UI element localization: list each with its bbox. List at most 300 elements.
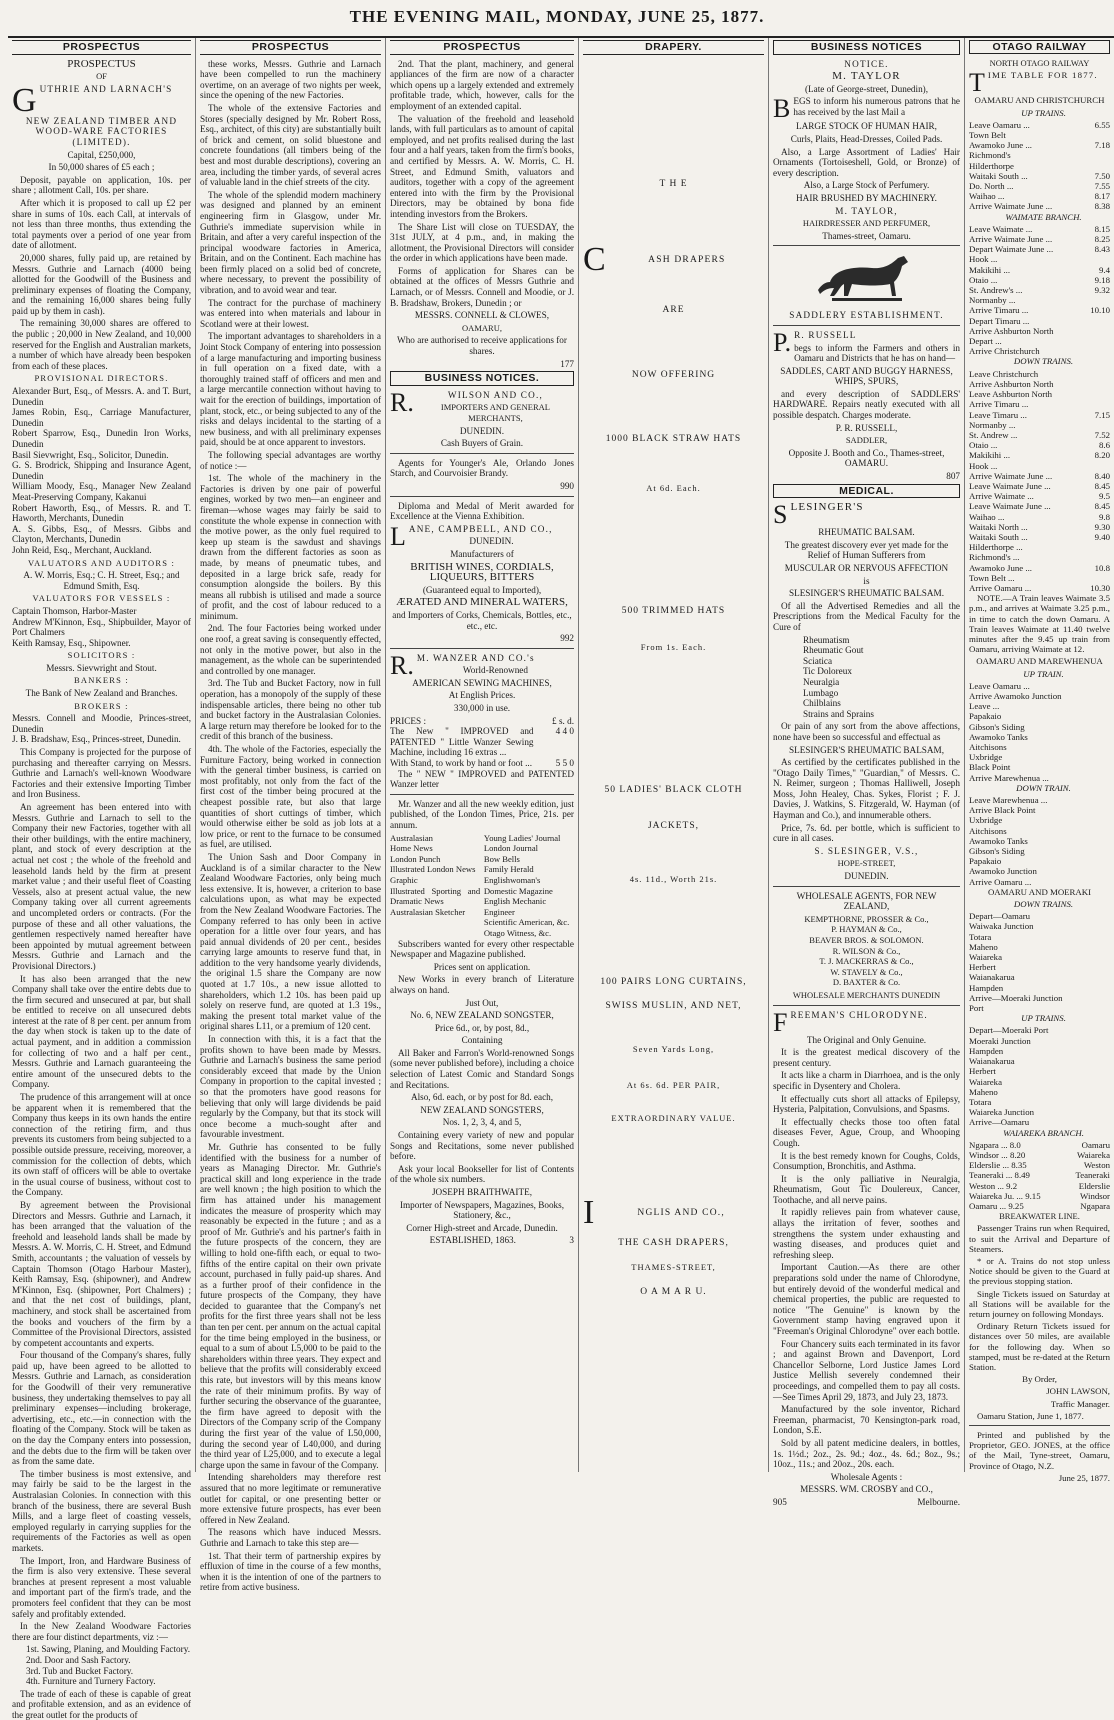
body-paragraph: The trade of each of these is capable of great and profitable extension, and as an evidence of the great outlet for the products of xyxy=(12,1688,191,1720)
column-railway: OTAGO RAILWAY NORTH OTAGO RAILWAY T IME TABLE FOR 1877. OAMARU AND CHRISTCHURCH UP TRAINS. Leave Oamaru ... 6.55 Town Belt Awamoko June ... 7.18 Richmond's Hilderthorpe Waitaki South ... 7.50 Do. North ... 7.55 Waihao ... 8.17 Arrive Waimate June ... 8.38 WAIMATE BRANCH. Leave Waimate ... 8.15 Arrive Waimate June ... 8.25 Depart Waimate June ... 8.43 Hook ... Makikihi ... 9.4 Otaio ... 9.18 St. Andrew's ... 9.32 Normanby ... Arrive Timaru ... 10.10 Depart Timaru ... Arrive Ashburton North Depart ... Arrive Christchurch DOWN TRAINS. Leave Christchurch Arrive Ashburton North Leave Ashburton North Arrive Timaru ... Leave Timaru ... 7.15 Normanby ... St. Andrew ... 7.52 Otaio ... 8.6 Makikihi ... 8.20 Hook ... Arrive Waimate June ... 8.40 Leave Waimate June ... 8.45 Arrive Waimate ... 9.5 Leave Waimate June ... 8.45 Waihao ... 9.8 Waitaki North ... 9.30 Waitaki South ... 9.40 Hilderthorpe ... Richmond's ... Awamoko June ... 10.8 Town Belt ... Arrive Oamaru ... 10.30 NOTE.—A Train leaves Waimate 3.5 p.m., and arrives at Waimate 3.25 p.m., in time to catch the down Oamaru. A Train leaves Waimate at 11.40 twelve minutes after the 9.45 up train from Oamaru, arriving Waimate at 12. OAMARU AND MAREWHENUA UP TRAIN. Leave Oamaru ... Arrive Awamoko Junction Leave ... Papakaio Gibson's Siding Awamoko Tanks Aitchisons Uxbridge Black Point Arrive Marewhenua ... DOWN TRAIN. Leave Marewhenua ... Arrive Black Point Uxbridge Aitchisons Awamoko Tanks Gibson's Siding Papakaio Awamoko Junction Arrive Oamaru ... OAMARU AND MOERAKI DOWN TRAINS. Depart—Oamaru Waiwaka Junction Totara Maheno Waiareka Herbert Waianakarua Hampden Arrive—Moeraki Junction Port UP TRAINS. Depart—Moeraki Port Moeraki Junction Hampden Waianakarua Herbert Waiareka Maheno Totara Waiareka Junction Arrive—Oamaru WAIAREKA BRANCH. Ngapara ... 8.0 Oamaru Windsor ... 8.20 Waiareka Elderslie ... 8.35 Weston Teaneraki ... 8.49 Teaneraki Weston ... 9.2 Elderslie Waiareka Ju. ... 9.15 Windsor Oamaru ... 9.25 Ngapara BREAKWATER LINE. Passenger Trains run when Required, to suit the Arrival and Departure of Steamers. * or A. Trains do not stop unless Notice should be given to the Guard at the previous stopping station. Single Tickets issued on Saturday at all Stations will be available for the return journey on following Mondays. Ordinary Return Tickets issued for distances over 50 miles, are available for the following day. When so stamped, must be re-dated at the Return Station. By Order, JOHN LAWSON, Traffic Manager. Oamaru Station, June 1, 1877. Printed and published by the Proprietor, GEO. JONES, at the office of the Mail, Tyne-street, Oamaru, Province of Otago, N.Z. June 25, 1877. xyxy=(969,41,1110,1483)
timetable-row xyxy=(969,815,1110,825)
timetable-marewhenua-up xyxy=(969,681,1110,783)
station-name: Arrive Marewhenua ... xyxy=(969,772,1049,783)
timetable-row xyxy=(969,461,1110,471)
wanzer-ad: R. M. WANZER AND CO.'s World-Renowned AMERICAN SEWING MACHINES, At English Prices. 330,000 in use. PRICES : £ s. d. The New " IMPROVED and PATENTED " Little Wanzer Sewing Machine, including 16 extras ... 4 4 0 With Stand, to work by hand or foot ... 5 5 0 The " NEW " IMPROVED and PATENTED Wanzer letter xyxy=(390,650,574,790)
station-name: Waiareka Ju. ... 9.15 xyxy=(969,1190,1041,1201)
drop-cap-l: L xyxy=(390,521,406,551)
timetable-row xyxy=(969,130,1110,140)
timetable-row xyxy=(969,420,1110,430)
capital: Capital, £250,000, xyxy=(67,149,136,160)
body-paragraph: The important advantages to shareholders in a Joint Stock Company of entering into possession of a large manufacturing and importing business in full operation on a fixed date, with a thoroughly trained staff of officers and men and a large mercantile connection without having to wait for the erection of buildings, importation of plant, stock, etc., or being subjected to any of the risks and delays incidental to the starting of a new business, and with all preliminary expenses paid, should be at once apparent to investors. xyxy=(200,331,381,448)
divider xyxy=(773,245,960,246)
station-time: 9.18 xyxy=(1094,274,1110,285)
timetable-row xyxy=(969,1117,1110,1127)
timetable-row xyxy=(969,254,1110,264)
body-paragraph: The Import, Iron, and Hardware Business of the firm is also very extensive. These several branches at present represent a most valuable and important part of the firm's trade, and the promoters feel confident that they can be most safely and profitably extended. xyxy=(12,1555,191,1619)
station-name: Hook ... xyxy=(969,460,998,471)
timetable-row xyxy=(969,501,1110,511)
wilson-ad: R. WILSON AND CO., IMPORTERS AND GENERAL MERCHANTS, DUNEDIN. Cash Buyers of Grain. Agents for Younger's Ale, Orlando Jones Starch, and Courvoisier Brandy. 990 xyxy=(390,387,574,491)
ad-number: 177 xyxy=(560,358,574,369)
station-name: Waiareka xyxy=(969,952,1002,963)
timetable-row xyxy=(969,389,1110,399)
timetable-row xyxy=(969,921,1110,931)
station-name: Aitchisons xyxy=(969,825,1007,836)
station-name: Waiareka xyxy=(969,1076,1002,1087)
station-time: 7.15 xyxy=(1094,409,1110,420)
station-name: Arrive Timaru ... xyxy=(969,399,1029,410)
timetable-row xyxy=(969,171,1110,181)
station-name: Waiareka Junction xyxy=(969,1107,1034,1118)
timetable-row xyxy=(969,399,1110,409)
station-name: Arrive Oamaru ... xyxy=(969,876,1032,887)
station-time: 8.45 xyxy=(1094,501,1110,512)
timetable-row xyxy=(969,856,1110,866)
company-subtitle: NEW ZEALAND TIMBER AND WOOD-WARE FACTORIES (LIMITED). xyxy=(25,115,178,147)
timetable-row xyxy=(969,932,1110,942)
body-paragraph: The reasons which have induced Messrs. Guthrie and Larnach to take this step are— xyxy=(200,1527,381,1548)
body-paragraph: An agreement has been entered into with Messrs. Guthrie and Larnach to sell to the Company their new Factories, together with all their other buildings, with the entire machinery, plant, and stock of every description at the actual net cost ; the whole of the freehold and leasehold lands held by the firm at present market value ; and their useful fleet of Coasting Vessels, also at present actual value, the new Company taking over all current agreements and uncompleted orders or contracts. (For the purpose of these and all other valuations, the gentlemen respectively named hereafter have been appointed by mutual agreement between Messrs. Guthrie and Larnach and the Provisional Directors.) xyxy=(12,802,191,971)
horse-illustration xyxy=(812,252,922,304)
station-name: Leave Waimate ... xyxy=(969,223,1033,234)
station-time: 7.50 xyxy=(1094,170,1110,181)
station-time: 9.5 xyxy=(1099,491,1110,502)
straw-hats: 1000 BLACK STRAW HATS xyxy=(605,434,742,445)
station-name: Leave Oamaru ... xyxy=(969,680,1030,691)
drop-cap-c: C xyxy=(583,241,607,279)
column-prospectus-2 xyxy=(196,38,386,1593)
timetable-row xyxy=(969,583,1110,593)
column-header: PROSPECTUS xyxy=(200,40,381,55)
station-time: Teaneraki xyxy=(1075,1170,1110,1181)
divider xyxy=(969,1425,1110,1426)
station-name: St. Andrew ... xyxy=(969,429,1018,440)
station-name: Herbert xyxy=(969,1066,996,1077)
timetable-row xyxy=(969,191,1110,201)
papers-intro: Mr. Wanzer and all the new weekly edition, just published, of the London Times, Price, 21s. per annum. xyxy=(390,798,574,830)
ailments-list: Rheumatism Rheumatic Gout Sciatica Tic Doloreux Neuralgia Lumbago Chilblains Strains and Sprains xyxy=(803,634,874,719)
deposit-text: Deposit, payable on application, 10s. per share ; allotment Call, 10s. per share. xyxy=(12,174,191,196)
timetable-down-trains xyxy=(969,369,1110,481)
timetable-row xyxy=(969,201,1110,211)
station-name: Moeraki Junction xyxy=(969,1035,1031,1046)
timetable-row xyxy=(969,285,1110,295)
timetable-row xyxy=(969,552,1110,562)
wholesale-list: KEMPTHORNE, PROSSER & Co., P. HAYMAN & Co., BEAVER BROS. & SOLOMON. R. WILSON & Co., T. J. MACKERRAS & Co., W. STAVELY & Co., D. BAXTER & Co. xyxy=(804,913,929,988)
station-name: Awamoko Junction xyxy=(969,866,1037,877)
divider xyxy=(390,648,574,649)
timetable-row xyxy=(969,491,1110,501)
timetable-row xyxy=(969,410,1110,420)
timetable-row xyxy=(969,244,1110,254)
station-time: 7.18 xyxy=(1094,140,1110,151)
timetable-row xyxy=(969,440,1110,450)
timetable-row xyxy=(969,1170,1110,1180)
column-prospectus-3: PROSPECTUS 2nd. That the plant, machinery, and general appliances of the firm are now of a character which opens up a largely extended and extremely profitable trade, which, however, calls for the employment of an extended capital. The valuation of the freehold and leasehold lands, with full particulars as to amount of capital employed, and net profits realised during the last four and a half years, taken from the firm's books, and certified by Messrs. A. W. Morris, C. H. Street, and Edmund Smith, valuators and auditors, together with a copy of the agreement entered into with the firm by the Provisional Directors, may be obtained by bona fide intending investors from the Brokers. The Share List will close on TUESDAY, the 31st JULY, at 4 p.m., and, in making the allotment, the Provisional Directors will consider the order in which applications have been made. Forms of application for Shares can be obtained at the offices of Messrs Guthrie and Larnach, or of Messrs. Connell and Moodie, or J. B. Bradshaw, Brokers, Dunedin ; or MESSRS. CONNELL & CLOWES, OAMARU, Who are authorised to receive applications for shares. 177 BUSINESS NOTICES. R. WILSON AND CO., IMPORTERS AND GENERAL MERCHANTS, DUNEDIN. Cash Buyers of Grain. Agents for Younger's Ale, Orlando Jones Starch, and Courvoisier Brandy. 990 Diploma and Medal of Merit awarded for Excellence at the Vienna Exhibition. L ANE, CAMPBELL, AND CO., DUNEDIN. Manufacturers of BRITISH WINES, CORDIALS, LIQUEURS, BITTERS (Guaranteed equal to Imported), ÆRATED AND MINERAL WATERS, and Importers of Corks, Chemicals, Bottles, etc., etc., etc. 992 R. M. WANZER AND CO.'s World-Renowned AMERICAN SEWING MACHINES, At English Prices. 330,000 in use. PRICES : £ s. d. The New " IMPROVED and PATENTED " Little Wanzer Sewing Machine, including 16 extras ... 4 4 0 With Stand, to work by hand or foot ... 5 5 0 The " NEW " IMPROVED and PATENTED Wanzer letter Mr. Wanzer and all the new weekly edition, just published, of the London Times, Price, 21s. per annum. Australasian Home News London Punch Illustrated London News Graphic Illustrated Sporting and Dramatic News Australasian Sketcher Young Ladies' Journal London Journal Bow Bells Family Herald Englishwoman's Domestic Magazine English Mechanic Engineer Scientific American, &c. Otago Witness, &c. Subscribers wanted for every other respectable Newspaper and Magazine published. Prices sent on application. New Works in every branch of Literature always on hand. Just Out, No. 6, NEW ZEALAND SONGSTER, Price 6d., or, by post, 8d., Containing All Baker and Farron's World-renowned Songs (some never published before), including a choice selection of Latest Comic and Standard Songs and Recitations. Also, 6d. each, or by post for 8d. each, NEW ZEALAND SONGSTERS, Nos. 1, 2, 3, 4, and 5, Containing every variety of new and popular Songs and Recitations, some never published before. Ask your local Bookseller for list of Contents of the whole six numbers. JOSEPH BRAITHWAITE, Importer of Newspapers, Magazines, Books, Stationery, &c., Corner High-street and Arcade, Dunedin. ESTABLISHED, 1863. 3 xyxy=(386,38,579,1472)
body-paragraph: The prudence of this arrangement will at once be apparent when it is remembered that the Company thus keeps in its own hands the entire connection of the retiring firm, and thus prevents its customers from being subjected to a possible outside pressure, receiving, moreover, a commission for the collection of debts, which its own staff of officers will be able to overtake in the usual course of business, without cost to the Company. xyxy=(12,1092,191,1198)
station-name: Waianakarua xyxy=(969,1056,1015,1067)
body-paragraph: Intending shareholders may therefore rest assured that no more legitimate or remunerative outlet for capital, or one presenting better or more extensive future prospects, has ever been offered in New Zealand. xyxy=(200,1472,381,1525)
station-time: 9.4 xyxy=(1099,264,1110,275)
station-time: 8.15 xyxy=(1094,223,1110,234)
station-time: 8.38 xyxy=(1094,201,1110,212)
prospectus-of: OF xyxy=(96,71,107,82)
station-name: Leave Waimate June ... xyxy=(969,480,1051,491)
station-name: Weston ... 9.2 xyxy=(969,1180,1018,1191)
papers-list: Australasian Home News London Punch Illustrated London News Graphic Illustrated Sporting and Dramatic News Australasian Sketcher Young Ladies' Journal London Journal Bow Bells Family Herald Englishwoman's Domestic Magazine English Mechanic Engineer Scientific American, &c. Otago Witness, &c. xyxy=(390,832,570,938)
timetable-row xyxy=(969,542,1110,552)
station-name: Arrive Waimate June ... xyxy=(969,201,1053,212)
shares: In 50,000 shares of £5 each ; xyxy=(48,162,155,173)
station-name: Uxbridge xyxy=(969,752,1003,763)
timetable-moeraki-down xyxy=(969,911,1110,1013)
station-name: Hilderthorpe ... xyxy=(969,542,1023,553)
station-name: Leave Timaru ... xyxy=(969,409,1027,420)
directors-heading: PROVISIONAL DIRECTORS. xyxy=(34,373,169,384)
timetable-row xyxy=(969,983,1110,993)
drop-cap-g: G xyxy=(12,81,37,119)
timetable-row xyxy=(969,522,1110,532)
station-name: Hampden xyxy=(969,1045,1004,1056)
bankers: The Bank of New Zealand and Branches. xyxy=(25,688,178,699)
station-name: Richmond's xyxy=(969,150,1011,161)
bankers-heading: BANKERS : xyxy=(74,675,129,686)
timetable-row xyxy=(969,316,1110,326)
station-name: Arrive Waimate ... xyxy=(969,491,1034,502)
column-header: OTAGO RAILWAY xyxy=(969,40,1110,54)
station-name: Leave Christchurch xyxy=(969,368,1039,379)
timetable-row xyxy=(969,295,1110,305)
brokers-name: MESSRS. CONNELL & CLOWES, xyxy=(414,310,550,321)
timetable-row xyxy=(969,722,1110,732)
station-name: Waianakarua xyxy=(969,972,1015,983)
brokers: Messrs. Connell and Moodie, Princes-street, Dunedin J. B. Bradshaw, Esq., Princes-street, Dunedin. xyxy=(12,713,191,745)
timetable-row xyxy=(969,1003,1110,1013)
timetable-row xyxy=(969,346,1110,356)
timetable-row xyxy=(969,265,1110,275)
station-name: Gibson's Siding xyxy=(969,721,1025,732)
timetable-row xyxy=(969,234,1110,244)
divider xyxy=(773,325,960,326)
station-name: Otaio ... xyxy=(969,440,998,451)
body-paragraph: The whole of the extensive Factories and Stores (specially designed by Mr. Robert Ross, Esq., architect, of this city) are substantially built of brick and cement, on solid bluestone and concrete foundations (all timbers being of the best and most durable descriptions), covering an area, including the timber yards, of several acres of valuable land in the chief streets of the city. xyxy=(200,102,381,188)
timetable-row xyxy=(969,369,1110,379)
timetable-marewhenua-down xyxy=(969,795,1110,887)
vessels-list: Captain Thomson, Harbor-Master Andrew M'Kinnon, Esq., Shipbuilder, Mayor of Port Chalmers Keith Ramsay, Esq., Shipowner. xyxy=(12,605,191,648)
timetable-row xyxy=(969,972,1110,982)
drop-cap-s: S xyxy=(773,500,788,530)
station-name: Uxbridge xyxy=(969,815,1003,826)
station-name: Waitaki South ... xyxy=(969,531,1028,542)
station-name: Arrive—Moeraki Junction xyxy=(969,992,1063,1003)
station-name: Town Belt xyxy=(969,130,1006,141)
timetable-row xyxy=(969,732,1110,742)
timetable-row xyxy=(969,161,1110,171)
company-name: G UTHRIE AND LARNACH'S xyxy=(12,81,173,119)
station-name: Depart Timaru ... xyxy=(969,315,1030,326)
timetable-waiareka-branch xyxy=(969,1140,1110,1211)
medical-header: MEDICAL. xyxy=(773,484,960,499)
timetable-row xyxy=(969,224,1110,234)
drop-cap-r: R. xyxy=(390,387,414,417)
station-name: Waitaki South ... xyxy=(969,170,1028,181)
timetable-row xyxy=(969,1160,1110,1170)
station-name: Teaneraki ... 8.49 xyxy=(969,1170,1030,1181)
station-name: Ngapara ... 8.0 xyxy=(969,1139,1021,1150)
column-header: PROSPECTUS xyxy=(12,40,191,55)
timetable-row xyxy=(969,1087,1110,1097)
timetable-row xyxy=(969,573,1110,583)
station-name: Waitaki North ... xyxy=(969,521,1028,532)
timetable-row xyxy=(969,1191,1110,1201)
timetable-row xyxy=(969,762,1110,772)
vessels-heading: VALUATORS FOR VESSELS : xyxy=(32,593,171,604)
timetable-row xyxy=(969,1201,1110,1211)
station-time: 6.55 xyxy=(1094,119,1110,130)
timetable-row xyxy=(969,1181,1110,1191)
timetable-row xyxy=(969,305,1110,315)
station-name: Depart—Oamaru xyxy=(969,911,1031,922)
timetable-row xyxy=(969,1107,1110,1117)
timetable-row xyxy=(969,795,1110,805)
timetable-row xyxy=(969,532,1110,542)
station-name: Black Point xyxy=(969,762,1011,773)
timetable-row xyxy=(969,752,1110,762)
station-name: Arrive Waimate June ... xyxy=(969,234,1053,245)
timetable-christchurch xyxy=(969,316,1110,357)
station-name: Leave Waimate June ... xyxy=(969,501,1051,512)
station-name: Otaio ... xyxy=(969,274,998,285)
timetable-row xyxy=(969,1097,1110,1107)
station-name: Totara xyxy=(969,1096,992,1107)
timetable-row xyxy=(969,336,1110,346)
column-business-notices: BUSINESS NOTICES NOTICE. M. TAYLOR (Late of George-street, Dunedin), B EGS to inform his numerous patrons that he has received by the last Mail a LARGE STOCK OF HUMAN HAIR, Curls, Plaits, Head-Dresses, Coiled Pads. Also, a Large Assortment of Ladies' Hair Ornaments (Tortoiseshell, Gold, or Bronze) of every description. Also, a Large Stock of Perfumery. HAIR BRUSHED BY MACHINERY. M. TAYLOR, HAIRDRESSER AND PERFUMER, Thames-street, Oamaru. SADDLERY ESTABLISHMENT. P. R. RUSSELL begs to inform the Farmers and others in Oamaru and Districts that he has on hand— SADDLES, CART AND BUGGY HARNESS, WHIPS, SPURS, and every description of SADDLERS' HARDWARE. Repairs neatly executed with all possible despatch. Charges moderate. P. R. RUSSELL, SADDLER, Opposite J. Booth and Co., Thames-street, OAMARU. 807 MEDICAL. S LESINGER'S RHEUMATIC BALSAM. The greatest discovery ever yet made for the Relief of Human Sufferers from MUSCULAR OR NERVOUS AFFECTION is SLESINGER'S RHEUMATIC BALSAM. Of all the Advertised Remedies and all the Prescriptions from the Medical Faculty for the Cure of Rheumatism Rheumatic Gout Sciatica Tic Doloreux Neuralgia Lumbago Chilblains Strains and Sprains Or pain of any sort from the above affections, none have been so successful and effectual as SLESINGER'S RHEUMATIC BALSAM, As certified by the certificates published in the "Otago Daily Times," "Guardian," of Messrs. C. N. Reimer, surgeon ; Thomas Halliwell, Joseph Moss, John Healey, Chas. Sykes, Florist ; F. J. Davies, J. Watkins, S. Fitzgerald, W. Hayman (of Hayman and Co.), and innumerable others. Price, 7s. 6d. per bottle, which is sufficient to cure in all cases. S. SLESINGER, V.S., HOPE-STREET, DUNEDIN. WHOLESALE AGENTS, FOR NEW ZEALAND, KEMPTHORNE, PROSSER & Co., P. HAYMAN & Co., BEAVER BROS. & SOLOMON. R. WILSON & Co., T. J. MACKERRAS & Co., W. STAVELY & Co., D. BAXTER & Co. WHOLESALE MERCHANTS DUNEDIN F REEMAN'S CHLORODYNE. The Original and Only Genuine. It is the greatest medical discovery of the present century. It acts like a charm in Diarrhoea, and is the only specific in Dysentery and Cholera. It effectually cuts short all attacks of Epilepsy, Hysteria, Palpitation, Convulsions, and Spasms. It effectually checks those too often fatal diseases Fever, Ague, Croup, and Whooping Cough. It is the best remedy known for Coughs, Colds, Consumption, Bronchitis, and Asthma. It is the only palliative in Neuralgia, Rheumatism, Gout Tic Doulereux, Cancer, Toothache, and all nerve pains. It rapidly relieves pain from whatever cause, allays the irritation of fever, soothes and strengthens the system under exhausting and wasting diseases, and produces quiet and refreshing sleep. Important Caution.—As there are other preparations sold under the name of Chlorodyne, but entirely devoid of the wonderful medical and chemical properties, the public are requested to notice "The Genuine" is known by the Government stamp having engraved upon it "Freeman's Original Chlorodyne" over each bottle. Four Chancery suits each terminated in its favor ; and against Brown and Davenport, Lord Chancellor Selborne, Lord Justice James Lord Justice Mellish severely condemned their proceedings, and compelled them to pay all costs.—See Times April 29, 1873, and July 23, 1873. Manufactured by the sole inventor, Richard Freeman, pharmacist, 70 Kensington-park road, London, S.E. Sold by all patent medicine dealers, in bottles, 1s. 1½d.; 2oz., 2s. 9d.; 4oz., 4s. 6d.; 8oz., 9s.; 10oz., 11s.; and 20oz., 20s. each. Wholesale Agents : MESSRS. WM. CROSBY and CO., 905 Melbourne. xyxy=(769,38,965,1472)
station-name: Arrive Ashburton North xyxy=(969,378,1054,389)
solicitors-heading: SOLICITORS : xyxy=(67,650,136,661)
body-paragraph: 3rd. The Tub and Bucket Factory, now in full operation, has a monopoly of the supply of these indispensable articles, there being no other tub and bucket factory in the Australasian Colonies. A large return may therefore be looked for to the credit of this branch of the business. xyxy=(200,678,381,742)
station-time: 10.8 xyxy=(1094,562,1110,573)
taylor-name: M. TAYLOR xyxy=(832,70,901,83)
station-name: Depart—Moeraki Port xyxy=(969,1025,1049,1036)
solicitors: Messrs. Sievwright and Stout. xyxy=(46,662,157,673)
station-name: Maheno xyxy=(969,1086,998,1097)
timetable-up-trains xyxy=(969,120,1110,212)
timetable-row xyxy=(969,942,1110,952)
timetable-row xyxy=(969,150,1110,160)
timetable-row xyxy=(969,1150,1110,1160)
body-paragraph: 2nd. That the plant, machinery, and general appliances of the firm are now of a character which opens up a largely extended and extremely profitable trade, which, however, calls for the employment of an extended capital. xyxy=(390,58,574,111)
imprint: Printed and published by the Proprietor, GEO. JONES, at the office of the Mail, Tyne-street, Oamaru, Province of Otago, N.Z. xyxy=(969,1430,1110,1471)
station-time: 9.30 xyxy=(1094,521,1110,532)
station-name: Hook ... xyxy=(969,254,998,265)
body-paragraph: In the New Zealand Woodware Factories there are four distinct departments, viz :— xyxy=(12,1621,191,1642)
drop-cap-p: P. xyxy=(773,327,792,357)
station-name: Port xyxy=(969,1003,984,1014)
body-paragraph: these works, Messrs. Guthrie and Larnach have been compelled to run the machinery overtime, on an average of two nights per week, since the opening of the new Factories. xyxy=(200,58,381,101)
station-name: Waiwaka Junction xyxy=(969,921,1034,932)
station-name: Arrive Oamaru ... xyxy=(969,582,1032,593)
masthead: THE EVENING MAIL, MONDAY, JUNE 25, 1877. xyxy=(349,7,765,26)
station-name: Arrive Awamoko Junction xyxy=(969,690,1062,701)
station-name: Makikihi ... xyxy=(969,450,1011,461)
diploma-text: Diploma and Medal of Merit awarded for Excellence at the Vienna Exhibition. xyxy=(390,500,574,522)
brokers-note: Who are authorised to receive applications for shares. xyxy=(397,335,567,357)
station-time: 9.40 xyxy=(1094,531,1110,542)
body-paragraph: Mr. Guthrie has consented to be fully identified with the business for a number of years as Managing Director. Mr. Guthrie's practical skill and long experience in the trade are well known ; the high position to which the firm has attained under his management indicates the measure of prosperity which may reasonably be expected in the future ; and as a proof of Mr. Guthrie's and his partner's faith in the future prospects of the concern, they are willing to hold one-fifth each, or equal to two-fifths of the entire capital on their own private account, purchased in fully paid-up shares. And as a further proof of their confidence in the future prospects of the Company, they have decided to guarantee that the Company's net profits for the first three years shall not be less than ten per cent. per annum on the actual capital for the time being employed in the business, or equal to a sum of about L5,000 to be paid to the shareholders within three years. They expect and believe that the profits will considerably exceed this rate, but investors will by this means know the rate of their minimum profits. By way of further securing the observance of the guarantee, the firm have agreed to deposit with the Directors of the Company scrip of the Company during the first year of the value of L50,000, during the second year of L40,000, and during the third year of L25,000, and to execute a legal charge upon the same in favour of the Company. xyxy=(200,1141,381,1470)
timetable-row xyxy=(969,711,1110,721)
station-name: Hampden xyxy=(969,982,1004,993)
timetable-moeraki-up xyxy=(969,1025,1110,1127)
timetable-row xyxy=(969,1046,1110,1056)
divider xyxy=(390,794,574,795)
timetable-row xyxy=(969,275,1110,285)
station-time: Ngapara xyxy=(1080,1200,1110,1211)
remaining-text: The remaining 30,000 shares are offered to the public ; 20,000 in New Zealand, and 10,000 reserved for the English and Australian markets, a number of which have already been bespoken from each of these places. xyxy=(12,318,191,371)
station-time: 8.25 xyxy=(1094,234,1110,245)
drop-cap-b: B xyxy=(773,94,791,124)
business-notices-header: BUSINESS NOTICES. xyxy=(390,371,574,386)
station-name: Leave Oamaru ... xyxy=(969,119,1030,130)
timetable-timaru xyxy=(969,244,1110,315)
body-paragraph: By agreement between the Provisional Directors and Messrs. Guthrie and Larnach, it has been arranged that the valuation of the freehold and leasehold lands shall be made by Messrs. A. W. Morris, C. H. Street, and Edmund Smith, accountants ; the valuation of vessels by Captain Thomson (Otago Harbour Master), Keith Ramsay, Esq. (shipowner), and Andrew M'Kinnon, Esq. (shipowner, Port Chalmers) ; and that the net cost of buildings, plant, machinery, and stock shall be ascertained from the books and vouchers of the firm by a Committee of the Provisional Directors, assisted by competent accountants and experts. xyxy=(12,1199,191,1348)
body-paragraph: Four thousand of the Company's shares, fully paid up, have been agreed to be allotted to Messrs. Guthrie and Larnach, as consideration for the Goodwill of their very remunerative business, they undertaking themselves to pay all preliminary expenses—including brokerage, advertising, etc., etc.—in connection with the floating of the Company. Stock will be taken as on the day the Company enters into possession, and the debts due to the firm will be taken over as from the same date. xyxy=(12,1350,191,1467)
body-paragraph: 2nd. The four Factories being worked under one roof, a great saving is consequently effected, not only in the motive power, but also in the management, as the whole can be superintended and controlled by one manager. xyxy=(200,623,381,676)
timetable-row xyxy=(969,450,1110,460)
imprint-date: June 25, 1877. xyxy=(1058,1472,1110,1483)
station-time: 8.20 xyxy=(1094,450,1110,461)
station-name: Windsor ... 8.20 xyxy=(969,1149,1026,1160)
body-paragraph: The timber business is most extensive, and may fairly be said to be the largest in the Australasian Colonies. In connection with this branch of the business, there are several Bush Mills, and a large fleet of coasting vessels, employed regularly in carrying supplies for the requirements of the Factories as well as open markets. xyxy=(12,1468,191,1553)
station-name: Depart Waimate June ... xyxy=(969,244,1054,255)
station-time: 9.8 xyxy=(1099,511,1110,522)
station-name: Town Belt ... xyxy=(969,572,1015,583)
station-name: Papakaio xyxy=(969,711,1002,722)
timetable-row xyxy=(969,1140,1110,1150)
station-name: Leave Marewhenua ... xyxy=(969,795,1048,806)
body-paragraph: 1st. That their term of partnership expires by effluxion of time in the course of a few months, when it is the intention of one of the partners to retire from active business. xyxy=(200,1550,381,1593)
column-header: BUSINESS NOTICES xyxy=(773,40,960,55)
station-name: Arrive—Oamaru xyxy=(969,1117,1030,1128)
station-name: Totara xyxy=(969,931,992,942)
timetable-oamaru-down xyxy=(969,501,1110,593)
station-name: Arrive Waimate June ... xyxy=(969,470,1053,481)
station-name: Arrive Black Point xyxy=(969,805,1036,816)
station-name: Leave ... xyxy=(969,701,1000,712)
station-time: Weston xyxy=(1083,1160,1110,1171)
station-name: Awamoko June ... xyxy=(969,140,1032,151)
station-name: Herbert xyxy=(969,962,996,973)
body-paragraph: 4th. The whole of the Factories, especially the Furniture Factory, being worked in connection with the general timber business, is carried on most profitably, not only from the fact of the first cost of the timber being procured at the cheapest possible rate, but also that large quantities of short cuttings of timber, which would otherwise either be sold as job lots at a low price, or rent to the furnace to be consumed as fuel, are utilised. xyxy=(200,744,381,850)
column-drapery: DRAPERY. T H E C ASH DRAPERS ARE NOW OFFERING 1000 BLACK STRAW HATS At 6d. Each. 500 TRIMMED HATS From 1s. Each. 50 LADIES' BLACK CLOTH JACKETS, 4s. 11d., Worth 21s. 100 PAIRS LONG CURTAINS, SWISS MUSLIN, AND NET, Seven Yards Long, At 6s. 6d. PER PAIR, EXTRAORDINARY VALUE. I NGLIS AND CO., THE CASH DRAPERS, THAMES-STREET, O A M A R U. xyxy=(579,38,769,1472)
divider xyxy=(773,1005,960,1006)
body-paragraph: The Share List will close on TUESDAY, the 31st JULY, at 4 p.m., and, in making the allotment, the Provisional Directors will consider the order in which applications have been made. xyxy=(390,221,574,264)
column-prospectus-1 xyxy=(8,38,196,1720)
timetable-row xyxy=(969,481,1110,491)
station-name: Normanby ... xyxy=(969,295,1016,306)
station-time: Oamaru xyxy=(1081,1139,1110,1150)
station-time: 8.17 xyxy=(1094,191,1110,202)
station-name: St. Andrew's ... xyxy=(969,285,1023,296)
long-curtains: 100 PAIRS LONG CURTAINS, xyxy=(600,976,747,987)
timetable-row xyxy=(969,1077,1110,1087)
timetable-row xyxy=(969,826,1110,836)
timetable-row xyxy=(969,1056,1110,1066)
drop-cap-i: I xyxy=(583,1193,596,1231)
cloth-jackets: 50 LADIES' BLACK CLOTH xyxy=(604,784,743,795)
the-text: T H E xyxy=(659,178,688,189)
timetable-row xyxy=(969,471,1110,481)
calls-text: After which it is proposed to call up £2 per share in sums of 10s. each Call, at intervals of not less than three months, thus extending the total payments over a period of one year from date of allotment. xyxy=(12,197,191,251)
timetable-row xyxy=(969,846,1110,856)
station-name: Maheno xyxy=(969,941,998,952)
timetable-row xyxy=(969,120,1110,130)
timetable-row xyxy=(969,1066,1110,1076)
body-paragraph: In connection with this, it is a fact that the profits shown to have been made by Messrs. Guthrie and Larnach's business the same period considerably exceed that made by the Union Company in proportion to the capital invested ; so that the promoters have good reasons for believing that only will large dividends be paid regularly by the Company, but that its stock will once become a much-sought after and favourable investment. xyxy=(200,1034,381,1140)
timetable-waimate-down xyxy=(969,481,1110,501)
column-header: DRAPERY. xyxy=(583,40,764,55)
station-time: Windsor xyxy=(1080,1190,1110,1201)
departments-list: 1st. Sawing, Planing, and Moulding Factory. 2nd. Door and Sash Factory. 3rd. Tub and Bucket Factory. 4th. Furniture and Turnery Factory. xyxy=(26,1644,191,1687)
divider xyxy=(390,496,574,497)
drop-cap-f: F xyxy=(773,1007,788,1037)
station-time: 10.10 xyxy=(1090,305,1110,316)
station-time: Waiareka xyxy=(1077,1149,1110,1160)
station-name: Oamaru ... 9.25 xyxy=(969,1200,1024,1211)
station-name: Waihao ... xyxy=(969,511,1005,522)
station-time: 8.6 xyxy=(1099,440,1110,451)
timetable-row xyxy=(969,993,1110,1003)
station-time: 8.40 xyxy=(1094,470,1110,481)
station-name: Gibson's Siding xyxy=(969,846,1025,857)
station-name: Arrive Timaru ... xyxy=(969,305,1029,316)
timetable-row xyxy=(969,962,1110,972)
timetable-row xyxy=(969,563,1110,573)
divider xyxy=(390,453,574,454)
timetable-row xyxy=(969,681,1110,691)
station-name: Arrive Christchurch xyxy=(969,346,1040,357)
retained-text: 20,000 shares, fully paid up, are retained by Messrs. Guthrie and Larnach (4000 being allotted for the Goodwill of the Business and preliminary expenses of floating the Company, and the remaining 16,000 shares being fully paid up by them in cash). xyxy=(12,252,191,316)
body-paragraph: The Union Sash and Door Company in Auckland is of a similar character to the New Zealand Woodware Factories, only being much less extensive. It is, however, a criterion to base calculations upon, as what may be expected from the New Zealand Woodware Factories. The Company referred to has only been in active operation for a little over four years, and has paid annual dividends of 20 per cent., besides carrying large amounts to reserve fund that, in addition to the very handsome yearly dividends, the original 1.5 share the Company are now quoted at 1.7 10s., a new issue allotted to shareholders, which 1.2 10s. has been paid up solely on reserve fund, are quoted at 1.3 19s., making the present total market value of the original shares L11, or a premium of 120 cent. xyxy=(200,851,381,1032)
timetable-row xyxy=(969,911,1110,921)
timetable-row xyxy=(969,701,1110,711)
station-name: Awamoko Tanks xyxy=(969,835,1028,846)
timetable-row xyxy=(969,836,1110,846)
station-name: Awamoko Tanks xyxy=(969,731,1028,742)
station-name: Arrive Ashburton North xyxy=(969,325,1054,336)
station-name: Normanby ... xyxy=(969,419,1016,430)
timetable-row xyxy=(969,1025,1110,1035)
column-header: PROSPECTUS xyxy=(390,40,574,55)
timetable-row xyxy=(969,952,1110,962)
station-time: 10.30 xyxy=(1090,582,1110,593)
body-paragraph: The following special advantages are worthy of notice :— xyxy=(200,449,381,471)
brokers-heading: BROKERS : xyxy=(74,700,129,711)
timetable-row xyxy=(969,866,1110,876)
timetable-row xyxy=(969,326,1110,336)
body-paragraph: The contract for the purchase of machinery was entered into when materials and labour in Scotland were at their lowest. xyxy=(200,297,381,329)
body-paragraph: This Company is projected for the purpose of purchasing and thereafter carrying on Messrs. Guthrie and Larnach's well-known Woodware Factories and their extensive Importing Timber and Iron Business. xyxy=(12,747,191,800)
trimmed-hats: 500 TRIMMED HATS xyxy=(621,605,726,616)
body-paragraph: The valuation of the freehold and leasehold lands, with full particulars as to amount of capital employed, and net profits realised during the last four and a half years, taken from the firm's books, and certified by Messrs. A. W. Morris, C. H. Street, and Edmund Smith, valuators and auditors, together with a copy of the agreement entered into with the firm by the Provisional Directors, may be obtained by bona fide intending investors from the Brokers. xyxy=(390,113,574,219)
timetable-waimate-branch xyxy=(969,224,1110,244)
station-time: 8.43 xyxy=(1094,244,1110,255)
timetable-row xyxy=(969,430,1110,440)
station-time: Elderslie xyxy=(1078,1180,1110,1191)
body-paragraph: The whole of the splendid modern machinery was designed and planned by an eminent engineering firm in Glasgow, under Mr. Guthrie's immediate supervision while in Britain, and after a very careful inspection of the principal woodware factories in America, Britain, and on the Continent. Each machine has been firmly placed on a solid bed of concrete, where necessary, to prevent the possibility of vibration, and to avoid wear and tear. xyxy=(200,189,381,296)
station-name: Richmond's ... xyxy=(969,552,1020,563)
station-name: Do. North ... xyxy=(969,181,1014,192)
timetable-note: NOTE.—A Train leaves Waimate 3.5 p.m., and arrives at Waimate 3.25 p.m., in time to catch the down Oamaru. A Train leaves Waimate at 11.40 twelve minutes after the 9.45 up train from Oamaru, arriving Waimate at 12. xyxy=(969,593,1110,655)
